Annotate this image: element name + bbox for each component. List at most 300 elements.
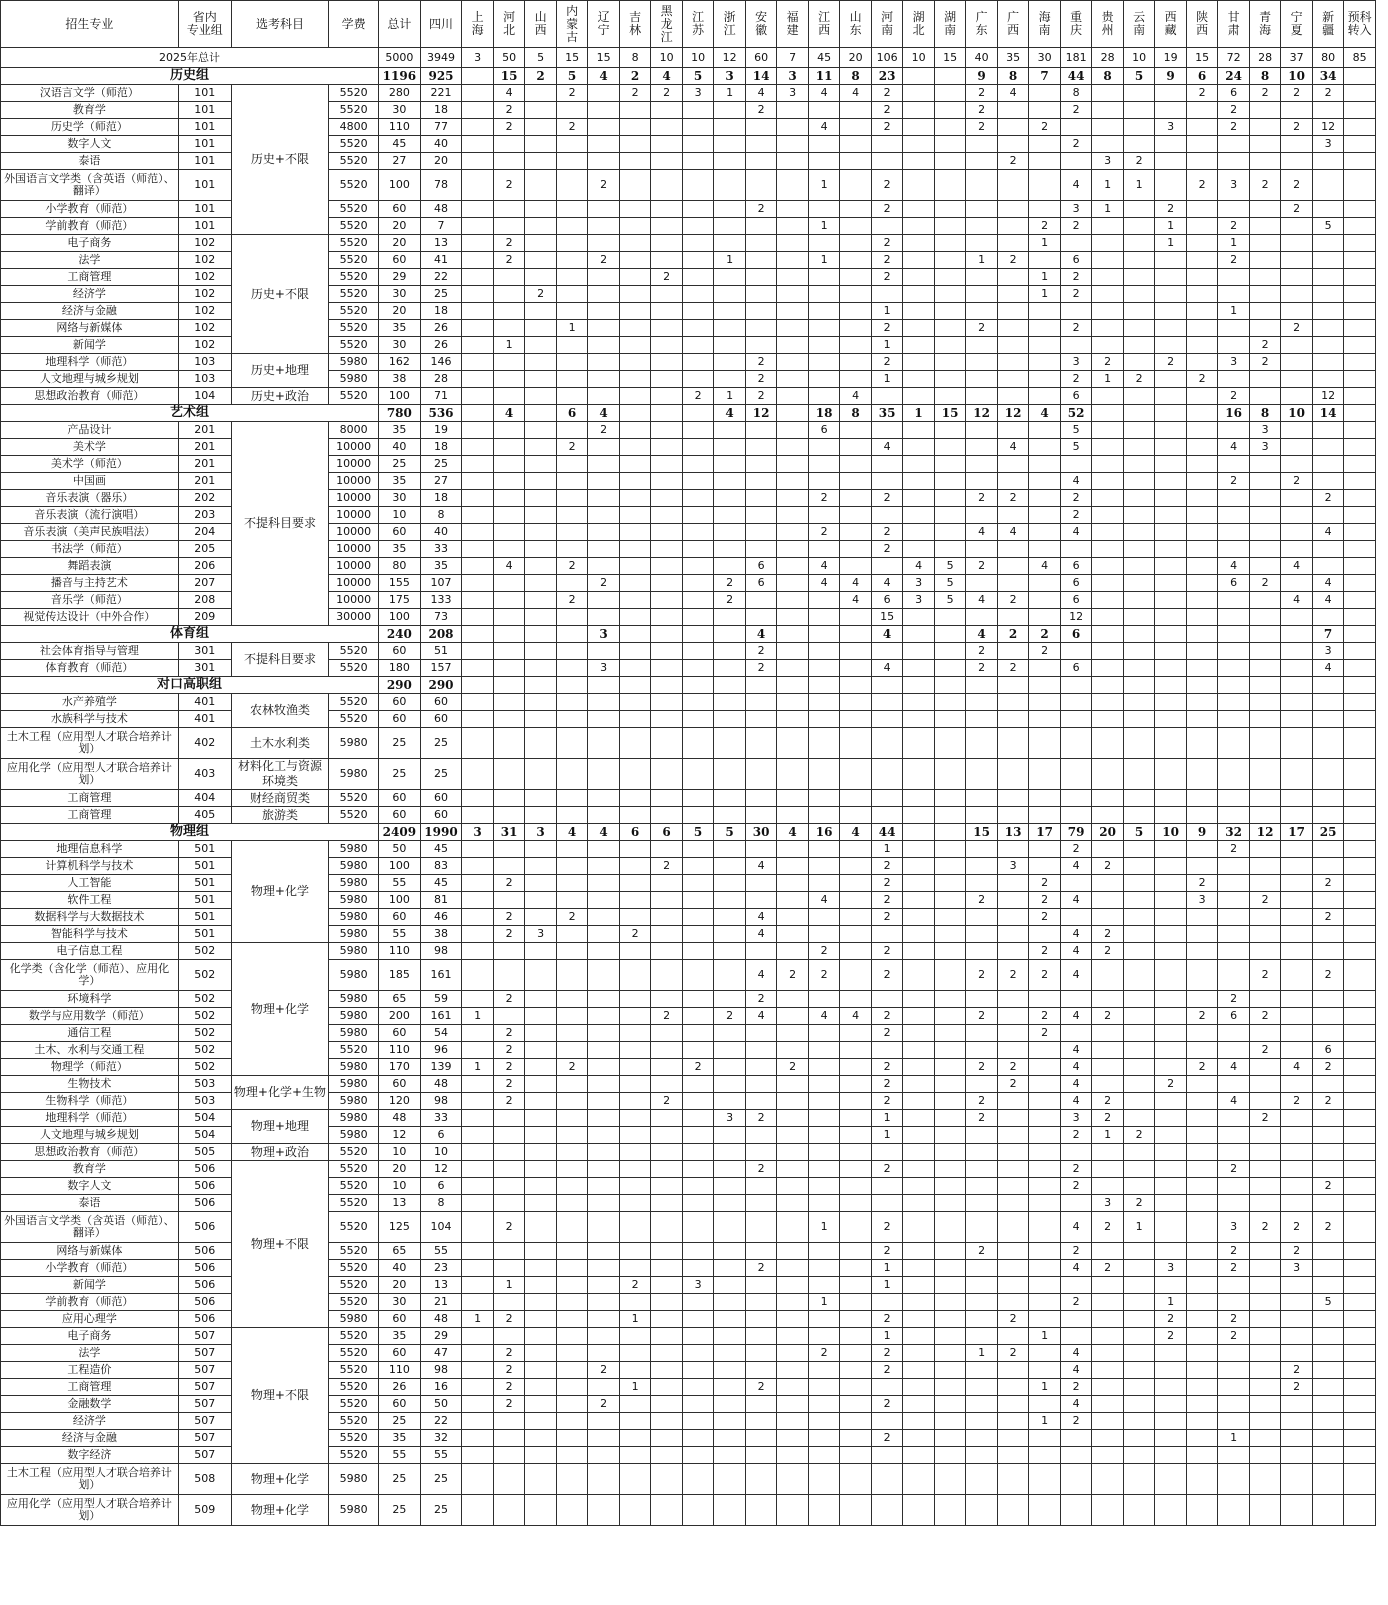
fee-cell: 5520 [329,1379,379,1396]
table-row [1,354,1376,371]
region-cell [588,473,620,490]
region-cell [462,1294,494,1311]
region-cell: 2 [966,119,998,136]
region-cell [1060,1144,1092,1161]
group-code-cell: 201 [178,456,231,473]
region-cell [525,102,557,119]
group-code-cell: 301 [178,643,231,660]
region-cell [903,1362,935,1379]
region-cell [651,592,683,609]
region-cell [525,153,557,170]
region-cell [682,1093,714,1110]
region-cell [1155,759,1187,790]
region-cell [1155,960,1187,991]
region-cell [493,943,525,960]
region-cell [556,1110,588,1127]
region-cell [556,1195,588,1212]
sichuan-cell: 13 [420,1277,462,1294]
total-cell: 60 [379,1345,421,1362]
region-cell: 4 [1060,1345,1092,1362]
region-cell [1344,643,1376,660]
region-cell [903,1495,935,1526]
region-cell [682,422,714,439]
region-cell [714,507,746,524]
region-cell [1029,422,1061,439]
region-cell [903,1178,935,1195]
region-cell [1123,728,1155,759]
region-cell: 4 [588,68,620,85]
region-cell: 6 [1312,1042,1344,1059]
region-cell [462,1144,494,1161]
region-cell: 4 [1281,592,1313,609]
region-cell [1155,909,1187,926]
region-cell [840,1178,872,1195]
region-cell [619,575,651,592]
region-cell [1281,1076,1313,1093]
region-cell: 2 [1186,371,1218,388]
region-cell: 2 [1249,960,1281,991]
fee-cell: 5520 [329,1328,379,1345]
region-cell [871,507,903,524]
region-cell [1186,1025,1218,1042]
region-cell [1281,136,1313,153]
region-cell [1123,354,1155,371]
region-cell [934,1144,966,1161]
table-row [1,201,1376,218]
region-cell [1029,1294,1061,1311]
region-cell [1218,711,1250,728]
major-cell: 经济学 [1,286,179,303]
region-cell: 2 [1123,153,1155,170]
region-cell [588,960,620,991]
total-cell: 35 [379,473,421,490]
region-cell [556,1294,588,1311]
region-cell [1123,1277,1155,1294]
region-cell [1060,694,1092,711]
region-cell [556,609,588,626]
region-cell: 2 [1281,85,1313,102]
region-cell [1092,592,1124,609]
region-cell [1344,575,1376,592]
region-cell: 1 [808,1294,840,1311]
region-cell [934,790,966,807]
region-cell [840,320,872,337]
region-cell: 12 [997,405,1029,422]
major-cell: 舞蹈表演 [1,558,179,575]
group-code-cell: 102 [178,286,231,303]
region-cell [1218,201,1250,218]
sichuan-cell: 27 [420,473,462,490]
region-cell [777,102,809,119]
region-cell: 2 [1060,1178,1092,1195]
region-cell: 17 [1281,824,1313,841]
subjects-cell: 物理+不限 [231,1161,329,1328]
table-row [1,1495,1376,1526]
major-cell: 经济学 [1,1413,179,1430]
region-cell [1312,473,1344,490]
region-cell [1186,337,1218,354]
region-cell: 15 [934,48,966,68]
group-code-cell: 201 [178,473,231,490]
region-cell [525,1195,557,1212]
total-cell: 60 [379,201,421,218]
region-cell: 2 [808,960,840,991]
region-cell [745,136,777,153]
region-cell [966,1144,998,1161]
sichuan-cell: 40 [420,136,462,153]
region-cell [871,1379,903,1396]
region-cell: 2 [966,1059,998,1076]
region-header: 吉 林 [619,1,651,48]
region-cell [651,943,683,960]
region-cell: 2 [525,286,557,303]
region-cell [588,1260,620,1277]
region-cell [1312,609,1344,626]
region-header: 上 海 [462,1,494,48]
region-cell [1029,303,1061,320]
total-cell: 60 [379,711,421,728]
region-cell [1344,170,1376,201]
major-cell: 水产养殖学 [1,694,179,711]
fee-cell: 5520 [329,1447,379,1464]
region-cell [525,626,557,643]
region-cell [997,790,1029,807]
region-cell [777,875,809,892]
region-cell [651,153,683,170]
region-cell [714,371,746,388]
region-cell [1281,626,1313,643]
region-cell [808,136,840,153]
region-cell [840,926,872,943]
table-row [1,170,1376,201]
region-cell [556,507,588,524]
sichuan-cell: 8 [420,507,462,524]
region-cell [808,1093,840,1110]
region-cell: 15 [871,609,903,626]
region-cell [934,660,966,677]
region-cell [651,1495,683,1526]
region-cell [997,1464,1029,1495]
region-cell: 5 [1123,68,1155,85]
region-cell: 14 [745,68,777,85]
region-cell [619,1430,651,1447]
fee-cell: 5520 [329,1277,379,1294]
region-cell: 12 [1060,609,1092,626]
region-cell [903,1430,935,1447]
region-cell [493,1243,525,1260]
region-cell [840,609,872,626]
region-cell [871,711,903,728]
region-cell [462,119,494,136]
region-cell [1155,875,1187,892]
region-cell [745,337,777,354]
total-cell: 780 [379,405,421,422]
region-cell [1155,439,1187,456]
region-cell [1281,1178,1313,1195]
region-cell [1249,371,1281,388]
region-cell [777,201,809,218]
major-cell: 产品设计 [1,422,179,439]
region-cell [714,422,746,439]
region-cell [1281,388,1313,405]
region-cell [997,1195,1029,1212]
region-cell [997,909,1029,926]
fee-cell: 5980 [329,1127,379,1144]
region-cell [1249,1195,1281,1212]
region-cell [1155,694,1187,711]
sichuan-cell: 46 [420,909,462,926]
region-cell [1218,1178,1250,1195]
region-cell [1155,991,1187,1008]
region-cell [997,170,1029,201]
region-cell: 1 [1155,218,1187,235]
group-code-cell: 501 [178,841,231,858]
region-cell [1155,1362,1187,1379]
region-cell [651,405,683,422]
region-cell [934,136,966,153]
region-cell [1249,1464,1281,1495]
region-cell [1312,286,1344,303]
region-cell: 2 [682,1059,714,1076]
region-cell [588,1008,620,1025]
region-cell [1249,1447,1281,1464]
region-cell: 2 [588,575,620,592]
region-cell [1281,858,1313,875]
region-cell [808,677,840,694]
region-cell [556,269,588,286]
region-cell: 2 [1218,102,1250,119]
region-cell: 2 [1029,909,1061,926]
region-cell: 2 [1155,1311,1187,1328]
region-cell: 10 [1281,68,1313,85]
fee-cell: 5520 [329,807,379,824]
region-cell: 3 [1312,136,1344,153]
header-row [1,1,1376,48]
region-cell [1312,841,1344,858]
region-cell [1249,218,1281,235]
region-cell [1123,858,1155,875]
region-cell [997,1277,1029,1294]
region-cell: 1 [462,1059,494,1076]
region-cell: 3 [903,575,935,592]
region-cell [1029,1345,1061,1362]
region-cell: 2 [745,660,777,677]
region-cell [1060,337,1092,354]
region-cell [651,1277,683,1294]
region-cell [1123,1495,1155,1526]
fee-cell: 10000 [329,592,379,609]
region-cell: 4 [840,592,872,609]
region-cell [1029,1396,1061,1413]
major-cell: 外国语言文学类（含英语（师范）、翻译） [1,170,179,201]
total-cell: 100 [379,892,421,909]
region-cell [525,592,557,609]
region-cell [1092,694,1124,711]
region-cell: 3 [714,1110,746,1127]
region-cell [871,218,903,235]
region-cell [1155,85,1187,102]
region-cell: 181 [1060,48,1092,68]
region-cell [1123,1396,1155,1413]
region-cell [493,694,525,711]
region-cell [619,354,651,371]
region-cell [1029,1277,1061,1294]
region-cell [1123,524,1155,541]
region-cell [525,170,557,201]
table-row [1,759,1376,790]
region-cell: 3 [682,85,714,102]
region-cell [1249,153,1281,170]
region-cell [462,841,494,858]
region-cell [619,1212,651,1243]
region-cell [808,439,840,456]
region-cell [1344,1430,1376,1447]
region-cell: 6 [1060,592,1092,609]
region-cell [651,1178,683,1195]
region-cell [745,524,777,541]
sichuan-cell: 157 [420,660,462,677]
region-cell [1344,824,1376,841]
region-cell [1123,1447,1155,1464]
table-row [1,858,1376,875]
region-cell [651,1328,683,1345]
fee-cell: 5980 [329,1093,379,1110]
region-cell [651,960,683,991]
region-cell [619,102,651,119]
region-cell [1312,1076,1344,1093]
region-cell [903,524,935,541]
region-cell [619,1195,651,1212]
group-code-cell: 101 [178,201,231,218]
region-header: 黑 龙 江 [651,1,683,48]
region-cell [588,1328,620,1345]
sichuan-cell: 23 [420,1260,462,1277]
region-cell: 2 [556,439,588,456]
region-cell [966,1195,998,1212]
region-cell [934,711,966,728]
fee-cell: 5980 [329,841,379,858]
region-cell [588,153,620,170]
region-cell [682,1178,714,1195]
region-cell: 1 [1092,1127,1124,1144]
region-cell [934,68,966,85]
region-cell [871,643,903,660]
region-cell: 14 [1312,405,1344,422]
region-cell [714,1277,746,1294]
total-cell: 25 [379,456,421,473]
region-cell: 2 [871,201,903,218]
region-cell [1249,456,1281,473]
region-cell: 2 [588,1362,620,1379]
region-cell [934,694,966,711]
region-cell [525,1260,557,1277]
region-cell [1060,153,1092,170]
major-cell: 历史学（师范） [1,119,179,136]
region-cell [556,790,588,807]
region-cell: 1 [1123,170,1155,201]
region-cell [997,943,1029,960]
region-cell [462,1345,494,1362]
region-cell [808,541,840,558]
region-cell [1344,1025,1376,1042]
region-cell [1312,558,1344,575]
region-cell [1092,1311,1124,1328]
group-code-cell: 502 [178,1042,231,1059]
region-cell [1281,1127,1313,1144]
region-cell [1312,541,1344,558]
major-cell: 地理科学（师范） [1,1110,179,1127]
region-cell [1186,626,1218,643]
region-cell [651,643,683,660]
total-cell: 55 [379,1447,421,1464]
region-cell [1186,1178,1218,1195]
region-cell [714,235,746,252]
region-cell: 4 [1060,1362,1092,1379]
region-cell [808,507,840,524]
region-cell [903,1110,935,1127]
region-cell [556,1144,588,1161]
region-cell: 2 [1186,85,1218,102]
region-cell: 2 [556,1059,588,1076]
region-cell: 12 [1312,119,1344,136]
major-cell: 工商管理 [1,790,179,807]
region-cell [682,592,714,609]
region-cell [525,643,557,660]
region-cell [651,1379,683,1396]
region-cell [808,354,840,371]
region-cell [493,790,525,807]
region-cell [1186,694,1218,711]
region-cell: 1 [1029,1328,1061,1345]
group-code-cell: 504 [178,1127,231,1144]
region-cell [493,422,525,439]
region-cell [619,1294,651,1311]
region-cell: 2 [1060,490,1092,507]
region-cell [588,85,620,102]
region-cell: 2 [493,102,525,119]
region-cell [682,1110,714,1127]
region-cell [1060,759,1092,790]
region-cell [1155,1042,1187,1059]
region-cell: 1 [871,1127,903,1144]
region-cell [651,490,683,507]
fee-cell: 4800 [329,119,379,136]
region-cell [525,841,557,858]
region-cell [1155,269,1187,286]
region-cell [651,1144,683,1161]
region-cell [651,337,683,354]
table-row [1,541,1376,558]
region-cell [777,1464,809,1495]
region-cell: 2 [745,1110,777,1127]
region-cell [1092,1430,1124,1447]
major-cell: 生物技术 [1,1076,179,1093]
region-cell [840,892,872,909]
region-cell: 4 [1312,575,1344,592]
region-cell [682,490,714,507]
table-row [1,1362,1376,1379]
region-cell: 18 [808,405,840,422]
major-header: 招生专业 [1,1,179,48]
total-cell: 20 [379,218,421,235]
total-cell: 30 [379,490,421,507]
region-cell [1123,558,1155,575]
region-cell [1186,609,1218,626]
region-cell [462,728,494,759]
region-cell [588,1161,620,1178]
total-cell: 2409 [379,824,421,841]
region-cell: 2 [493,1212,525,1243]
